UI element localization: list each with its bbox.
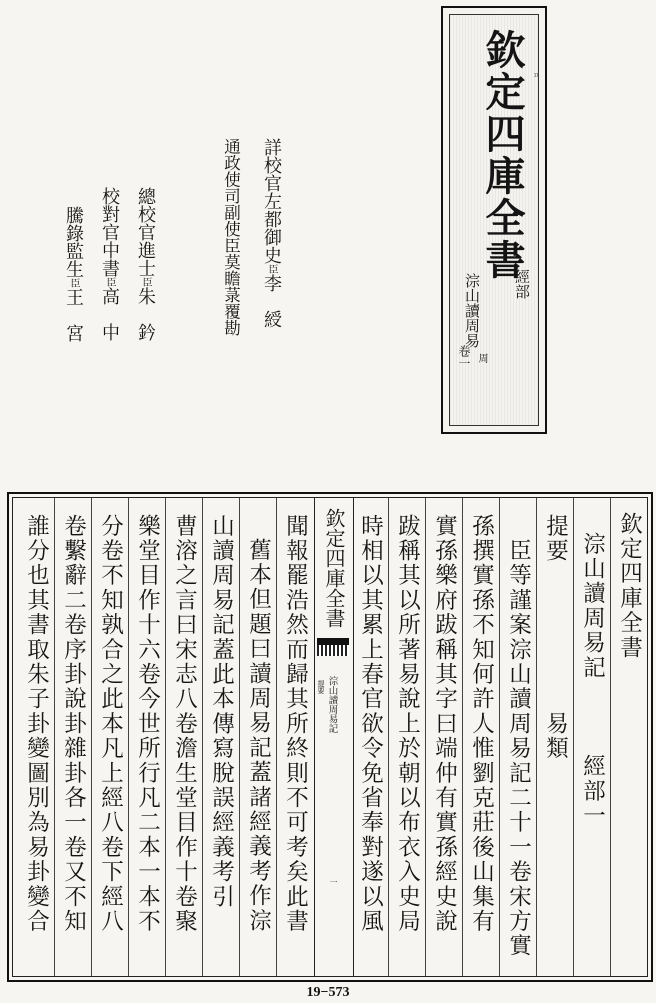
chief-rank: 臣 xyxy=(140,277,151,287)
text-column: 樂堂目作十六卷今世所行凡二本一本不 xyxy=(134,514,161,934)
collator-title: 詳校官左都御史 xyxy=(261,138,282,264)
text-column: 提要 易類 xyxy=(542,514,569,761)
cover-fascicle: 卷一 xyxy=(457,345,471,369)
column-rule xyxy=(54,498,55,976)
fold-section: 提要 xyxy=(317,680,325,694)
collator-rank: 臣 xyxy=(266,264,277,274)
column-rule xyxy=(388,498,389,976)
page-number: 19−573 xyxy=(306,985,350,1000)
text-column: 舊本但題曰讀周易記蓋諸經義考作淙 xyxy=(245,538,272,934)
copyist-rank: 臣 xyxy=(68,278,79,288)
text-column: 分卷不知孰合之此本凡上經八卷下經八 xyxy=(97,514,124,934)
column-rule xyxy=(610,498,611,976)
fold-leaf-number: 一 xyxy=(329,878,338,886)
text-column: 跋稱其以所著易說上於朝以布衣入史局 xyxy=(394,514,421,934)
cover-inner-frame xyxy=(449,14,539,426)
text-column: 淙山讀周易記 經部一 xyxy=(579,532,606,829)
text-page-inner xyxy=(12,497,648,977)
text-column: 欽定四庫全書 xyxy=(616,512,643,661)
column-rule xyxy=(536,498,537,976)
text-column: 誰分也其書取朱子卦變圖別為易卦變合 xyxy=(23,514,50,934)
fold-book-title: 淙山讀周易記 xyxy=(326,676,338,733)
collator-name: 李 綬 xyxy=(261,274,282,328)
text-column: 實孫樂府跋稱其字曰端仲有實孫經史說 xyxy=(431,514,458,934)
column-rule xyxy=(91,498,92,976)
proof-rank: 臣 xyxy=(104,277,115,287)
chief-proofreader-line xyxy=(136,187,154,341)
cover-seal: 周 xyxy=(476,353,487,363)
copyist-line xyxy=(64,206,82,342)
chief-name: 朱 鈐 xyxy=(135,287,156,341)
collator-line xyxy=(262,138,280,328)
column-rule xyxy=(425,498,426,976)
column-rule xyxy=(499,498,500,976)
copyist-title: 騰錄監生 xyxy=(63,206,84,278)
column-rule xyxy=(165,498,166,976)
cover-title: 欽定四庫全書 xyxy=(479,29,526,281)
text-column: 山讀周易記蓋此本傳寫脫誤經義考引 xyxy=(208,514,235,910)
cover-book-title: 淙山讀周易 xyxy=(463,273,481,348)
text-column: 臣等謹案淙山讀周易記二十一卷宋方實 xyxy=(505,514,532,959)
column-rule xyxy=(202,498,203,976)
text-column: 時相以其累上春官欲令免省奉對遂以風 xyxy=(357,514,384,934)
proofreader-title: 校對官中書 xyxy=(99,187,120,277)
center-fold xyxy=(314,498,354,976)
cover-category: 經部 xyxy=(513,269,531,299)
copyist-name: 王 宮 xyxy=(63,288,84,342)
column-rule xyxy=(462,498,463,976)
chief-proofreader-title: 總校官進士 xyxy=(135,187,156,277)
column-rule xyxy=(573,498,574,976)
text-column: 聞報罷浩然而歸其所終則不可考矣此書 xyxy=(282,514,309,934)
fishtail-ornament xyxy=(317,638,349,656)
text-column: 孫撰實孫不知何許人惟劉克莊後山集有 xyxy=(468,514,495,934)
column-rule xyxy=(276,498,277,976)
auditor-line: 通政使司副使臣莫瞻菉覆勘 xyxy=(221,138,241,336)
text-page xyxy=(7,492,653,982)
proof-name: 高 中 xyxy=(99,287,120,341)
column-rule xyxy=(239,498,240,976)
text-column: 曹溶之言曰宋志八卷澹生堂目作十卷聚 xyxy=(171,514,198,934)
book-cover xyxy=(441,6,547,434)
fold-title: 欽定四庫全書 xyxy=(322,508,346,628)
proofreader-line xyxy=(100,187,118,341)
column-rule xyxy=(128,498,129,976)
text-column: 卷繫辭二卷序卦說卦雜卦各一卷又不知 xyxy=(60,514,87,934)
cover-mark: ㅍ xyxy=(532,71,541,79)
